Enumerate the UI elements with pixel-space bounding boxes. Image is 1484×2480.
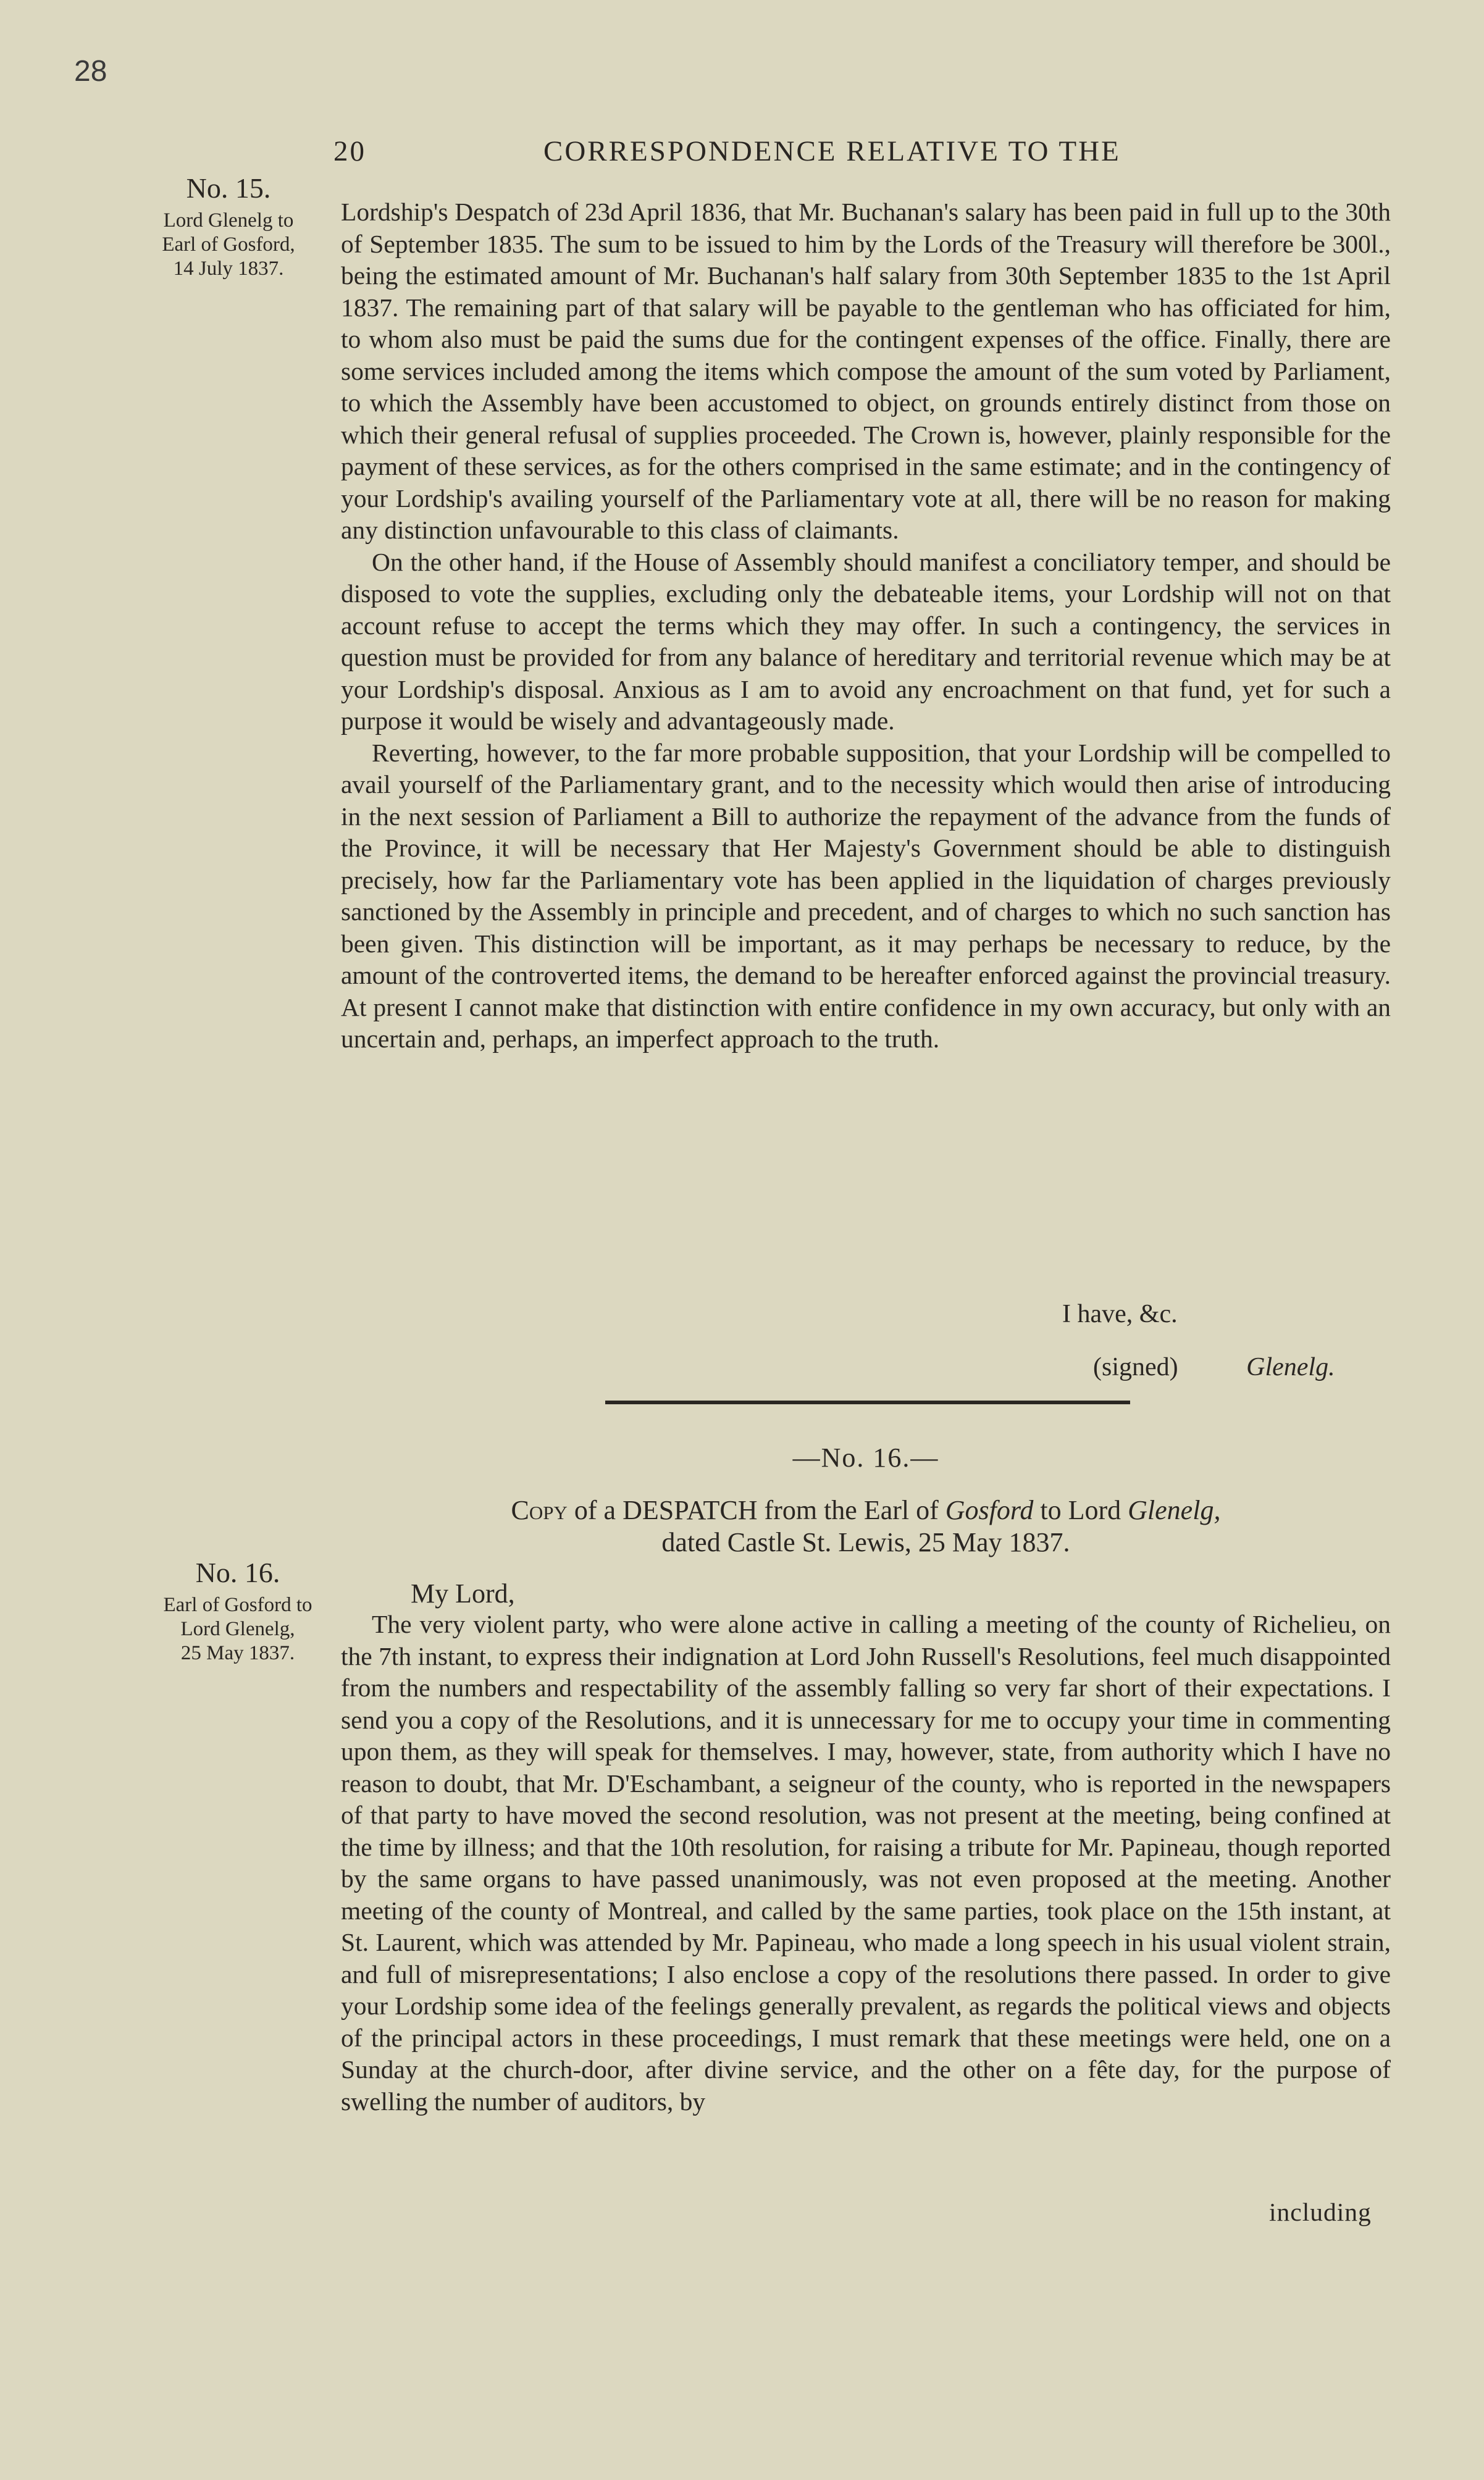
signature: Glenelg. [1246, 1353, 1335, 1381]
heading-glenelg: Glenelg, [1128, 1495, 1221, 1525]
despatch-15-body [341, 196, 1391, 1055]
margin-note-no-16 [127, 1556, 349, 1665]
margin-note-line: 25 May 1837. [180, 1642, 295, 1665]
signature-line [1093, 1341, 1335, 1394]
paragraph: Lordship's Despatch of 23d April 1836, that Mr. Buchanan's salary has been paid in full up to the 30th of September 1835. The sum to be issued to him by the Lords of the Treasury will therefore be 300l., being the estimated amount of Mr. Buchanan's half salary from 30th September 1835 to the 1st April 1837. The remaining part of that salary will be payable to the gentleman who has officiated for him, to whom also must be paid the sums due for the contingent expenses of the office. Finally, there are some services included among the items which compose the amount of the sum voted by Parliament, to which the Assembly have been accustomed to object, on grounds entirely distinct from those on which their general refusal of supplies proceeded. The Crown is, however, plainly responsible for the payment of these services, as for the others comprised in the same estimate; and in the contingency of your Lordship's availing yourself of the Parliamentary vote at all, there will be no reason for making any distinction unfavourable to this class of claimants. [341, 198, 1391, 544]
paragraph: The very violent party, who were alone active in calling a meeting of the county of Richelieu, on the 7th instant, to express their indignation at Lord John Russell's Resolutions, feel much disappointed from the numbers and respectability of the assembly falling so very far short of their expectations. I send you a copy of the Resolutions, and it is unnecessary for me to occupy your time in commenting upon them, as they will speak for themselves. I may, however, state, from authority which I have no reason to doubt, that Mr. D'Eschambant, a seigneur of the county, who is reported in the newspapers of that party to have moved the second resolution, was not present at the meeting, being confined at the time by illness; and that the 10th resolution, for raising a tribute for Mr. Papineau, though reported by the same organs to have passed unanimously, was not even proposed at the meeting. Another meeting of the county of Montreal, and called by the same parties, took place on the 15th instant, at St. Laurent, which was attended by Mr. Papineau, who made a long speech in his usual violent strain, and full of misrepresentations; I also enclose a copy of the resolutions there passed. In order to give your Lordship some idea of the feelings generally prevalent, as regards the political views and objects of the principal actors in these proceedings, I must remark that these meetings were held, one on a Sunday at the church-door, after divine service, and the other on a fête day, for the purpose of swelling the number of auditors, by [341, 1610, 1391, 2116]
margin-note-number: No. 15. [186, 172, 271, 204]
catchword: including [1269, 2198, 1372, 2226]
margin-note-line: Lord Glenelg, [180, 1618, 295, 1641]
signed-label: (signed) [1093, 1353, 1178, 1381]
section-divider [605, 1401, 1130, 1404]
margin-note-line: Earl of Gosford to [163, 1594, 312, 1617]
running-head-title: CORRESPONDENCE RELATIVE TO THE [543, 135, 1121, 167]
heading-despatch: DESPATCH [623, 1495, 758, 1525]
paragraph: On the other hand, if the House of Assembly should manifest a conciliatory temper, and should be disposed to vote the supplies, excluding only the debateable items, your Lordship will not on that account refuse to accept the terms which they may offer. In such a contingency, the services in question must be provided for from any balance of hereditary and territorial revenue which may be at your Lordship's disposal. Anxious as I am to avoid any encroachment on that fund, yet for such a purpose it would be wisely and advantageously made. [341, 547, 1391, 735]
closing-block [1062, 1288, 1335, 1394]
salutation: My Lord, [411, 1578, 515, 1609]
closing-line: I have, &c. [1062, 1300, 1178, 1328]
heading-to: to Lord [1040, 1495, 1121, 1525]
margin-note-line: Lord Glenelg to [163, 209, 294, 232]
heading-of-a: of a [574, 1495, 616, 1525]
section-number: —No. 16.— [792, 1443, 939, 1473]
margin-note-no-15 [117, 172, 340, 281]
margin-note-line: 14 July 1837. [173, 258, 284, 280]
margin-note-line: Earl of Gosford, [162, 233, 295, 256]
paragraph: Reverting, however, to the far more probable supposition, that your Lordship will be compelled to avail yourself of the Parliamentary grant, and to the necessity which would then arise of introducing in the next session of Parliament a Bill to authorize the repayment of the advance from the funds of the Province, it will be necessary that Her Majesty's Government should be able to distinguish precisely, how far the Parliamentary vote has been applied in the liquidation of charges previously sanctioned by the Assembly in principle and precedent, and of charges to which no such sanction has been given. This distinction will be important, as it may perhaps be necessary to reduce, by the amount of the controverted items, the demand to be hereafter enforced against the provincial treasury. At present I cannot make that distinction with entire confidence in my own accuracy, but only with an uncertain and, perhaps, an imperfect approach to the truth. [341, 738, 1391, 1053]
heading-date: dated Castle St. Lewis, 25 May 1837. [661, 1527, 1070, 1557]
heading-gosford: Gosford [945, 1495, 1034, 1525]
page-number: 28 [74, 55, 107, 88]
folio: 20 [333, 135, 366, 167]
margin-note-number: No. 16. [195, 1557, 280, 1588]
despatch-16-body [341, 1609, 1391, 2118]
heading-from: from the Earl of [764, 1495, 939, 1525]
heading-copy: Copy [511, 1495, 568, 1525]
despatch-heading [341, 1494, 1391, 1559]
